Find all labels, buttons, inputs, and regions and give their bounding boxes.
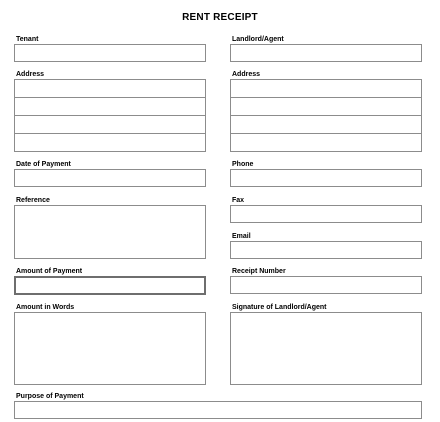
amount-in-words-field[interactable] [14,312,206,385]
landlord-agent-label: Landlord/Agent [232,36,284,43]
phone-field[interactable] [230,169,422,187]
landlord-address-line-1[interactable] [231,80,421,98]
landlord-address-line-4[interactable] [231,134,421,151]
phone-label: Phone [232,161,254,168]
tenant-field[interactable] [14,44,206,62]
landlord-address-block [230,79,422,152]
tenant-address-label: Address [16,71,45,78]
receipt-number-field[interactable] [230,276,422,294]
tenant-address-line-4[interactable] [15,134,205,151]
amount-of-payment-field[interactable] [14,276,206,295]
tenant-address-block [14,79,206,152]
purpose-of-payment-field[interactable] [14,401,422,419]
landlord-address-line-2[interactable] [231,98,421,116]
tenant-address-line-1[interactable] [15,80,205,98]
landlord-address-label: Address [232,71,261,78]
landlord-address-line-3[interactable] [231,116,421,134]
email-field[interactable] [230,241,422,259]
reference-label: Reference [16,197,50,204]
date-of-payment-field[interactable] [14,169,206,187]
tenant-label: Tenant [16,36,39,43]
fax-label: Fax [232,197,245,204]
amount-in-words-label: Amount in Words [16,304,75,311]
amount-of-payment-label: Amount of Payment [16,268,83,275]
purpose-of-payment-label: Purpose of Payment [16,393,84,400]
receipt-number-label: Receipt Number [232,268,286,275]
email-label: Email [232,233,251,240]
date-of-payment-label: Date of Payment [16,161,71,168]
signature-field[interactable] [230,312,422,385]
landlord-agent-field[interactable] [230,44,422,62]
fax-field[interactable] [230,205,422,223]
reference-field[interactable] [14,205,206,259]
tenant-address-line-2[interactable] [15,98,205,116]
signature-label: Signature of Landlord/Agent [232,304,327,311]
tenant-address-line-3[interactable] [15,116,205,134]
page-title: RENT RECEIPT [182,12,258,23]
